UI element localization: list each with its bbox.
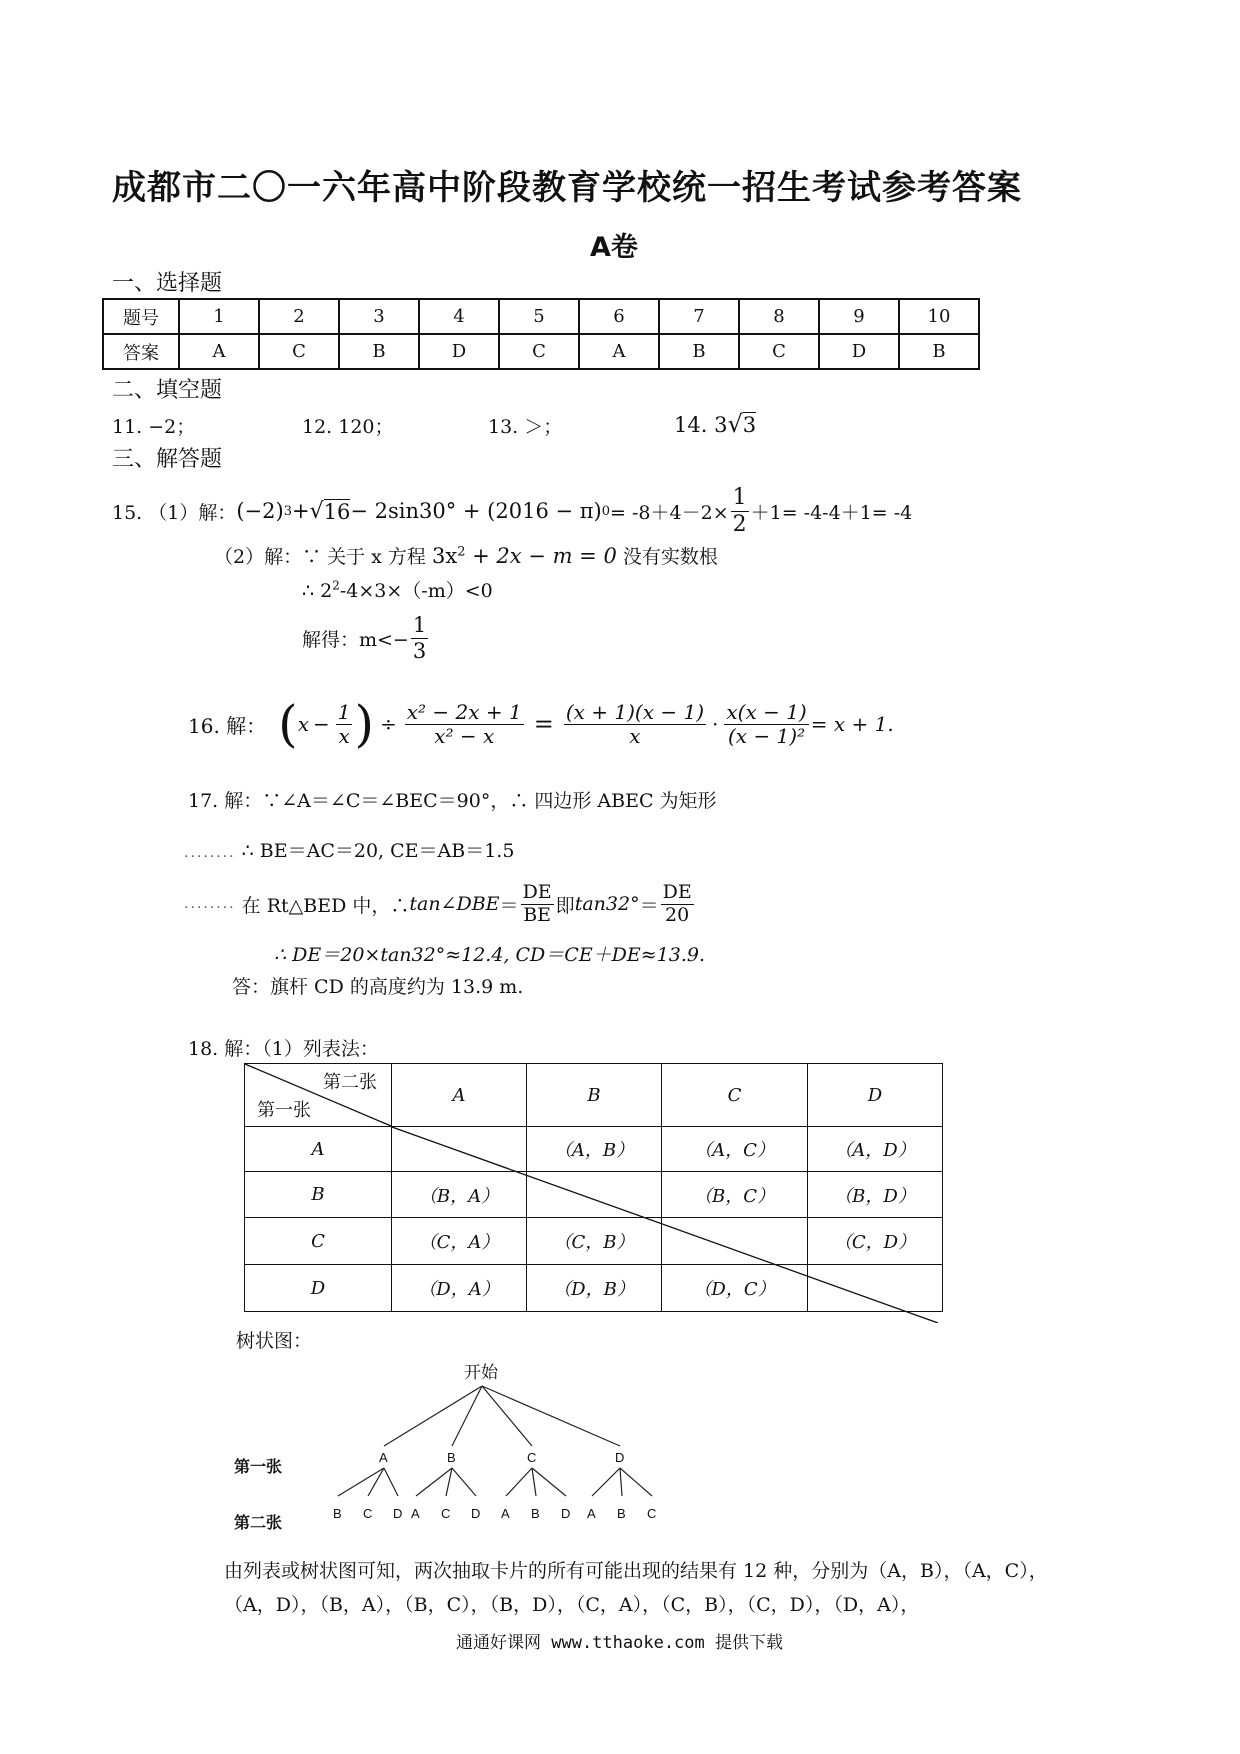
row-header: A [245, 1127, 392, 1172]
q17-text: ＝ [499, 894, 519, 917]
table-cell: （B，D） [808, 1172, 943, 1218]
answer-table [102, 298, 980, 370]
column-header: D [808, 1064, 943, 1127]
fraction [405, 701, 524, 748]
sqrt-icon: √ [309, 498, 324, 524]
q17-line1: 17. 解：∵∠A＝∠C＝∠BEC＝90°，∴ 四边形 ABEC 为矩形 [188, 790, 717, 812]
q15-part2-line1 [214, 542, 718, 569]
fraction-numerator: 1 [337, 699, 351, 724]
q15-part2-tail: 没有实数根 [622, 546, 718, 568]
table-cell: 3 [339, 299, 419, 334]
tree-leaf: D [561, 1506, 571, 1521]
minus-sign: − [312, 712, 330, 736]
answer-14-coef: 14. 3 [674, 413, 728, 437]
fraction-denominator: (x − 1)² [728, 723, 806, 748]
page-footer: 通通好课网 www.tthaoke.com 提供下载 [456, 1633, 783, 1653]
q16-label: 16. 解： [188, 713, 267, 738]
tree-node: B [447, 1450, 456, 1465]
table-row [103, 299, 979, 334]
tree-label: 树状图： [236, 1330, 313, 1352]
column-header: C [662, 1064, 808, 1127]
equation: 3x [431, 544, 458, 568]
fraction-numerator: (x + 1)(x − 1) [565, 699, 705, 724]
fraction-numerator: x(x − 1) [726, 699, 807, 724]
table-diagonal-line [392, 1127, 938, 1323]
q15-part2-label: （2）解：∵ 关于 x 方程 [214, 546, 426, 568]
fraction [661, 882, 694, 927]
tree-leaf: C [647, 1506, 657, 1521]
fraction-numerator: 1 [412, 613, 427, 638]
answer-12: 12. 120； [302, 416, 394, 438]
table-cell: A [179, 334, 259, 369]
paper-section-title: A卷 [590, 232, 638, 263]
inequality-exponent: 2 [332, 578, 340, 593]
q15-label: 15. （1）解： [112, 501, 237, 524]
table-cell: 7 [659, 299, 739, 334]
fraction-denominator: x [629, 723, 641, 748]
table-row [245, 1064, 943, 1127]
page-title: 成都市二〇一六年高中阶段教育学校统一招生考试参考答案 [112, 168, 1022, 208]
tree-leaf: D [471, 1506, 481, 1521]
equation: + 2x − m = 0 [465, 544, 617, 568]
fraction [724, 701, 808, 748]
table-cell: （C，A） [392, 1218, 527, 1265]
dots: ........ [184, 845, 236, 861]
tree-diagram [232, 1356, 672, 1546]
fraction-numerator: 1 [732, 485, 747, 511]
header-first: 第一张 [257, 1100, 311, 1121]
header-second: 第二张 [323, 1072, 377, 1093]
inequality: ∴ 2 [302, 580, 333, 602]
tree-node: C [527, 1450, 537, 1465]
tree-level-label: 第一张 [234, 1459, 283, 1476]
q17-line3 [184, 874, 696, 934]
table-cell: （A，D） [808, 1127, 943, 1172]
column-header: A [392, 1064, 527, 1127]
q17-line2 [184, 836, 514, 863]
fraction-denominator: BE [523, 903, 552, 926]
table-cell: 10 [899, 299, 979, 334]
fraction-denominator: 2 [732, 511, 747, 537]
table-cell: （C，D） [808, 1218, 943, 1265]
q15-part1 [112, 480, 912, 542]
tree-node: D [615, 1450, 625, 1465]
q15-exponent: 3 [283, 503, 292, 519]
variable: x [297, 712, 309, 736]
fraction [564, 701, 706, 748]
q17-text: 即 [555, 894, 575, 917]
q17-text: tan32° [574, 893, 640, 915]
section-solutions: 三、解答题 [112, 447, 223, 472]
q15-term: − 2sin30° + (2016 − π) [350, 499, 602, 523]
answer-14-radicand: 3 [742, 413, 757, 437]
row-header: B [245, 1172, 392, 1218]
tree-leaf: D [393, 1506, 403, 1521]
section-multiple-choice: 一、选择题 [112, 271, 223, 296]
q15-term: ＋1= -4-4＋1= -4 [750, 501, 913, 524]
q18-conclusion-line1: 由列表或树状图可知，两次抽取卡片的所有可能出现的结果有 12 种，分别为（A，B），（A，C）， [224, 1560, 1048, 1582]
inequality: -4×3×（-m）<0 [339, 580, 493, 602]
table-cell: 题号 [103, 299, 179, 334]
fraction-numerator: DE [662, 880, 692, 903]
q15-term: + [291, 499, 310, 523]
fraction-denominator: x [338, 723, 350, 748]
table-cell: C [499, 334, 579, 369]
section-fill-in: 二、填空题 [112, 378, 223, 403]
q15-exponent: 0 [601, 503, 611, 519]
fraction-denominator: x² − x [434, 723, 495, 748]
table-cell: （B，C） [662, 1172, 808, 1218]
table-cell: C [259, 334, 339, 369]
row-header: C [245, 1218, 392, 1265]
fraction-denominator: 20 [665, 903, 690, 926]
dot-operator: · [712, 712, 719, 736]
tree-root: 开始 [464, 1363, 498, 1382]
table-cell: 6 [579, 299, 659, 334]
fraction [521, 882, 554, 927]
q16-result: = x + 1. [810, 712, 894, 736]
q18-conclusion-line2: （A，D），（B，A），（B，C），（B，D），（C，A），（C，B），（C，D），（D，A）， [224, 1594, 920, 1616]
tree-level-label: 第二张 [234, 1515, 283, 1532]
table-cell: 8 [739, 299, 819, 334]
q17-line4: ∴ DE＝20×tan32°≈12.4, CD＝CE＋DE≈13.9. [274, 944, 706, 966]
table-cell: （B，A） [392, 1172, 527, 1218]
table-cell: D [819, 334, 899, 369]
table-cell: （A，B） [527, 1127, 662, 1172]
table-cell: B [339, 334, 419, 369]
paren-close: ) [354, 695, 374, 753]
tree-leaf: C [363, 1506, 373, 1521]
tree-leaf: A [501, 1506, 510, 1521]
table-cell: （A，C） [662, 1127, 808, 1172]
diagonal-header-cell [245, 1064, 392, 1127]
table-cell: （C，B） [527, 1218, 662, 1265]
answer-11: 11. −2； [112, 416, 196, 438]
equation-exponent: 2 [457, 544, 466, 560]
table-cell: （D，B） [527, 1265, 662, 1312]
tree-node: A [379, 1450, 388, 1465]
table-cell: 2 [259, 299, 339, 334]
q15-term: = -8＋4－2× [610, 501, 729, 524]
table-cell: B [899, 334, 979, 369]
fraction [336, 701, 353, 748]
q15-part2-line3 [302, 606, 430, 670]
table-cell: （D，A） [392, 1265, 527, 1312]
equals-sign: = [533, 710, 554, 738]
table-cell: （D，C） [662, 1265, 808, 1312]
answer-13: 13. ＞； [488, 416, 563, 438]
table-cell: C [739, 334, 819, 369]
tree-leaf: B [531, 1506, 540, 1521]
table-cell: B [659, 334, 739, 369]
q16-line [188, 688, 894, 760]
table-cell: 4 [419, 299, 499, 334]
tree-leaf: A [411, 1506, 420, 1521]
fraction-denominator: 3 [412, 638, 427, 663]
q17-text: ＝ [639, 894, 659, 917]
q17-text: ∴ BE＝AC＝20, CE＝AB＝1.5 [241, 840, 515, 862]
answer-14 [674, 410, 756, 438]
q17-answer: 答：旗杆 CD 的高度约为 13.9 m. [232, 976, 524, 998]
fraction-numerator: x² − 2x + 1 [406, 699, 522, 724]
paren-open: ( [278, 695, 298, 753]
table-cell: 答案 [103, 334, 179, 369]
fraction [411, 613, 428, 662]
table-cell: 1 [179, 299, 259, 334]
tree-leaf: A [587, 1506, 596, 1521]
q15-part2-line2 [302, 576, 493, 603]
table-row [103, 334, 979, 369]
table-cell: A [579, 334, 659, 369]
q15-term: (−2) [236, 499, 284, 523]
q17-text: tan∠DBE [409, 893, 500, 915]
table-cell: 5 [499, 299, 579, 334]
column-header: B [527, 1064, 662, 1127]
tree-leaf: B [617, 1506, 626, 1521]
fraction-numerator: DE [522, 880, 552, 903]
fraction [731, 485, 749, 537]
dots: ........ [184, 896, 236, 912]
row-header: D [245, 1265, 392, 1312]
tree-leaf: B [333, 1506, 342, 1521]
q18-line1: 18. 解：（1）列表法： [188, 1038, 379, 1060]
table-cell: D [419, 334, 499, 369]
sqrt-icon: √ [727, 410, 743, 438]
result-text: 解得：m<− [302, 628, 409, 651]
divide-sign: ÷ [379, 712, 397, 736]
tree-leaf: C [441, 1506, 451, 1521]
q15-radicand: 16 [323, 499, 351, 524]
q17-text: 在 Rt△BED 中，∴ [241, 894, 410, 917]
table-cell: 9 [819, 299, 899, 334]
